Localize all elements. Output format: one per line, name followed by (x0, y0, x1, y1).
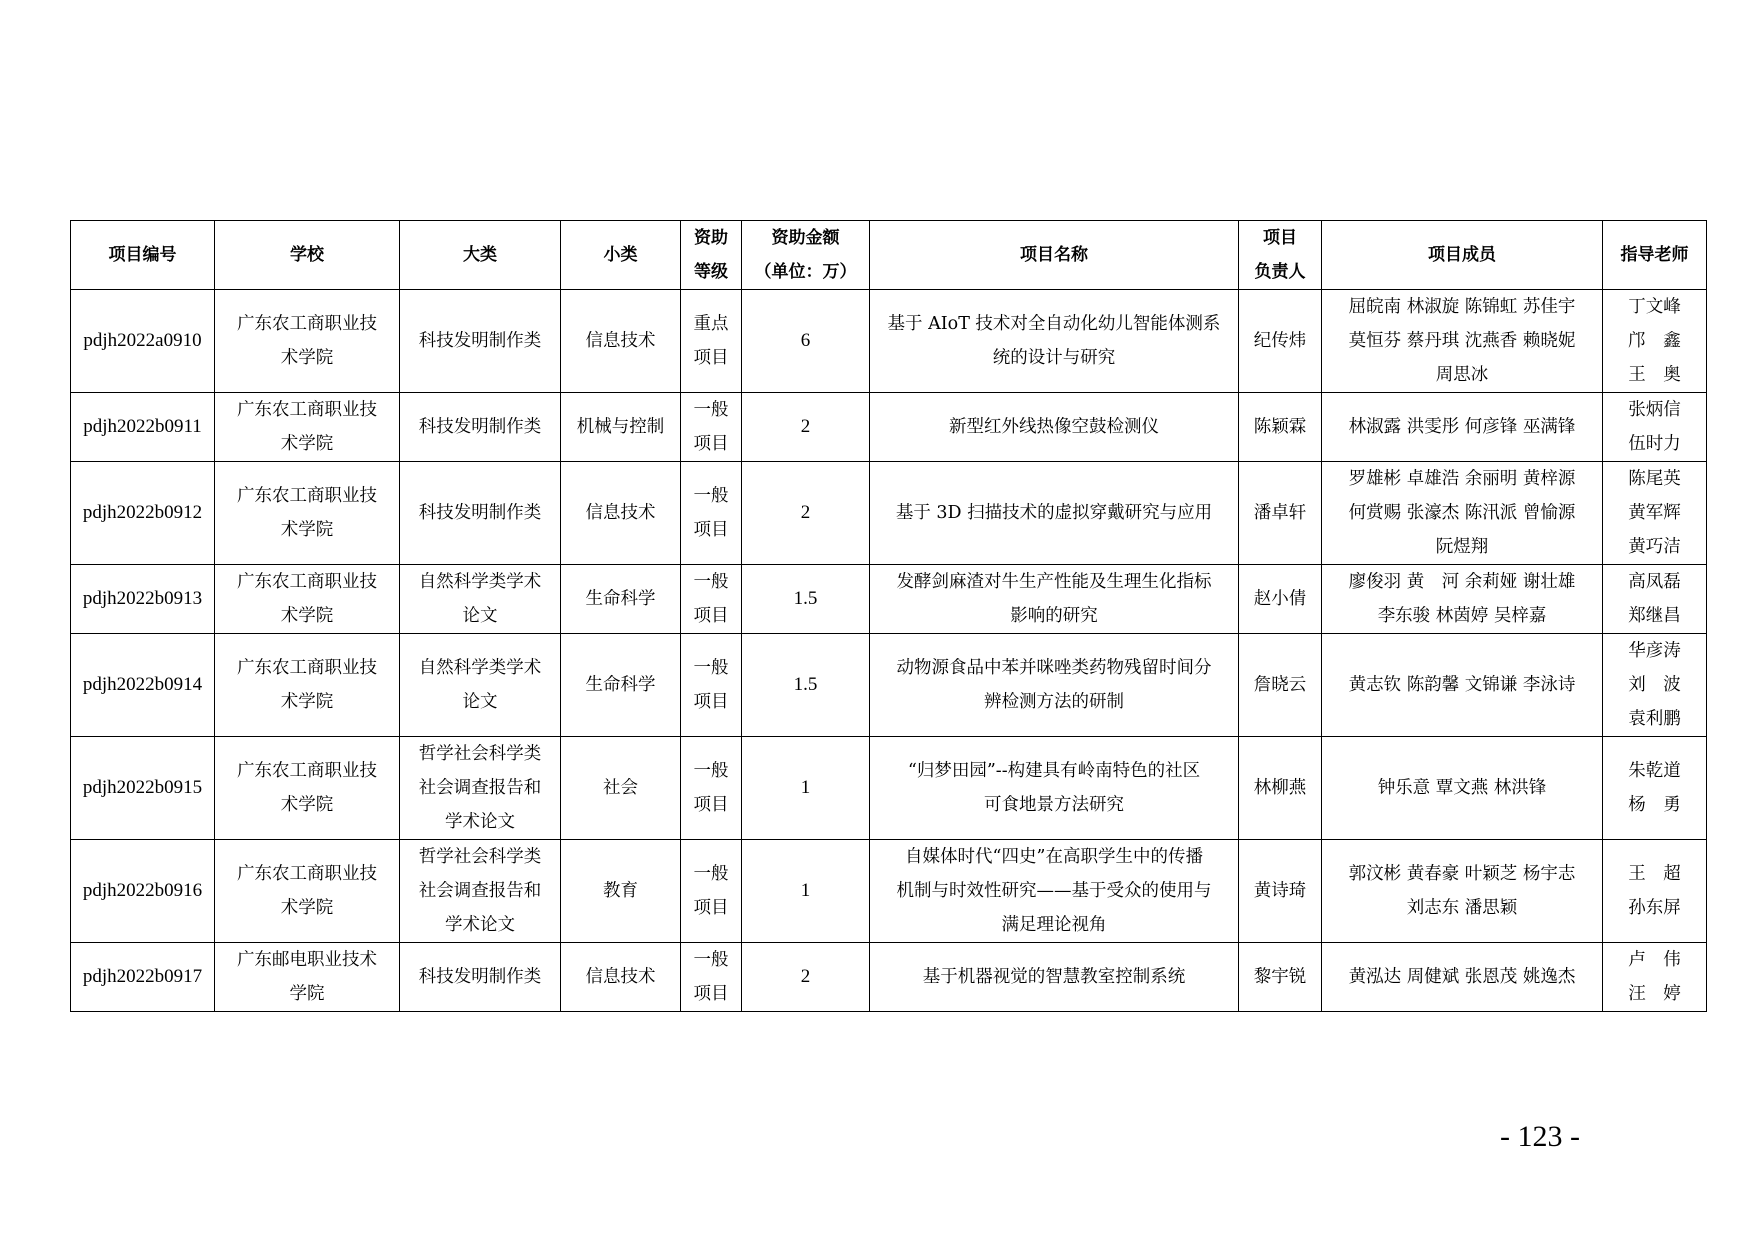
cell-level-line: 一般 (693, 950, 729, 970)
cell-category-line: 自然科学类学术 (418, 572, 542, 592)
cell-members-line: 刘志东 潘思颖 (1406, 898, 1518, 918)
cell-title-line: 可食地景方法研究 (984, 795, 1124, 815)
cell-category-line: 科技发明制作类 (418, 331, 542, 351)
cell-level-line: 一般 (693, 658, 729, 678)
cell-advisors-line: 朱乾道 (1628, 761, 1681, 781)
cell-leader: 黎宇锐 (1239, 943, 1322, 1012)
cell-members-line: 黄志钦 陈韵馨 文锦谦 李泳诗 (1348, 675, 1576, 695)
cell-level-line: 项目 (693, 434, 729, 454)
cell-category-line: 哲学社会科学类 (418, 847, 542, 867)
cell-advisors-line: 黄巧洁 (1628, 537, 1681, 557)
cell-category (400, 840, 561, 943)
cell-amount: 2 (742, 462, 870, 565)
cell-level-line: 一般 (693, 486, 729, 506)
cell-amount: 6 (742, 290, 870, 393)
header-title: 项目名称 (870, 221, 1239, 290)
cell-members-line: 何赏赐 张濠杰 陈汛派 曾愉源 (1348, 503, 1576, 523)
header-level-line: 等级 (694, 262, 728, 282)
header-leader-line: 负责人 (1254, 262, 1306, 282)
cell-advisors-line: 郑继昌 (1628, 606, 1681, 626)
cell-advisors-line: 杨 勇 (1628, 795, 1681, 815)
cell-title (870, 634, 1239, 737)
cell-leader: 纪传炜 (1239, 290, 1322, 393)
cell-members-line: 林淑露 洪雯彤 何彦锋 巫满锋 (1348, 417, 1576, 437)
cell-category (400, 462, 561, 565)
cell-subcategory: 机械与控制 (561, 393, 681, 462)
cell-level (681, 393, 742, 462)
cell-school-line: 术学院 (280, 795, 334, 815)
cell-school (215, 462, 400, 565)
cell-title-line: “归梦田园”--构建具有岭南特色的社区 (907, 761, 1201, 781)
cell-members-line: 廖俊羽 黄 河 余莉娅 谢壮雄 (1348, 572, 1576, 592)
cell-school-line: 广东农工商职业技 (237, 864, 377, 884)
cell-title-line: 基于 AIoT 技术对全自动化幼儿智能体测系 (887, 314, 1221, 334)
cell-level-line: 项目 (693, 795, 729, 815)
cell-title-line: 影响的研究 (1010, 606, 1098, 626)
cell-title-line: 满足理论视角 (1001, 915, 1107, 935)
cell-members (1322, 737, 1603, 840)
cell-title (870, 840, 1239, 943)
cell-code: pdjh2022b0914 (71, 634, 215, 737)
cell-members (1322, 462, 1603, 565)
cell-advisors-line: 孙东屏 (1628, 898, 1681, 918)
cell-category-line: 论文 (462, 606, 498, 626)
cell-title-line: 发酵剑麻渣对牛生产性能及生理生化指标 (896, 572, 1212, 592)
cell-advisors-line: 刘 波 (1628, 675, 1681, 695)
cell-code: pdjh2022b0911 (71, 393, 215, 462)
cell-amount: 2 (742, 943, 870, 1012)
cell-school-line: 术学院 (280, 348, 334, 368)
cell-leader: 黄诗琦 (1239, 840, 1322, 943)
cell-advisors-line: 王 超 (1628, 864, 1681, 884)
cell-amount: 1.5 (742, 565, 870, 634)
cell-advisors (1603, 737, 1707, 840)
table-body (71, 290, 1707, 1012)
cell-level-line: 项目 (693, 520, 729, 540)
cell-title (870, 462, 1239, 565)
cell-school-line: 学院 (289, 984, 325, 1004)
cell-amount: 1.5 (742, 634, 870, 737)
cell-title-line: 自媒体时代“四史”在高职学生中的传播 (905, 847, 1203, 867)
header-category: 大类 (400, 221, 561, 290)
cell-advisors (1603, 943, 1707, 1012)
cell-school-line: 广东农工商职业技 (237, 658, 377, 678)
cell-title (870, 943, 1239, 1012)
cell-subcategory: 生命科学 (561, 634, 681, 737)
cell-code: pdjh2022b0912 (71, 462, 215, 565)
cell-amount: 1 (742, 737, 870, 840)
cell-advisors-line: 袁利鹏 (1628, 709, 1681, 729)
cell-category (400, 737, 561, 840)
table-row (71, 393, 1707, 462)
cell-level-line: 一般 (693, 864, 729, 884)
cell-subcategory: 生命科学 (561, 565, 681, 634)
cell-subcategory: 信息技术 (561, 943, 681, 1012)
header-school: 学校 (215, 221, 400, 290)
cell-members (1322, 290, 1603, 393)
cell-school (215, 737, 400, 840)
cell-advisors-line: 张炳信 (1628, 400, 1681, 420)
cell-code: pdjh2022a0910 (71, 290, 215, 393)
cell-advisors-line: 丁文峰 (1628, 297, 1681, 317)
cell-category-line: 科技发明制作类 (418, 503, 542, 523)
cell-school-line: 广东农工商职业技 (237, 486, 377, 506)
cell-level (681, 943, 742, 1012)
cell-level (681, 737, 742, 840)
cell-school-line: 广东农工商职业技 (237, 572, 377, 592)
cell-leader: 詹晓云 (1239, 634, 1322, 737)
cell-level-line: 一般 (693, 761, 729, 781)
cell-leader: 林柳燕 (1239, 737, 1322, 840)
cell-members-line: 钟乐意 覃文燕 林洪锋 (1377, 778, 1547, 798)
cell-members-line: 阮煜翔 (1435, 537, 1489, 557)
cell-members (1322, 840, 1603, 943)
cell-school-line: 广东农工商职业技 (237, 761, 377, 781)
cell-subcategory: 信息技术 (561, 290, 681, 393)
cell-members (1322, 565, 1603, 634)
cell-category (400, 943, 561, 1012)
cell-subcategory: 社会 (561, 737, 681, 840)
cell-subcategory: 信息技术 (561, 462, 681, 565)
cell-title (870, 393, 1239, 462)
cell-advisors-line: 华彦涛 (1628, 641, 1681, 661)
header-row (71, 221, 1707, 290)
cell-category-line: 自然科学类学术 (418, 658, 542, 678)
cell-advisors-line: 邝 鑫 (1628, 331, 1681, 351)
cell-advisors-line: 高凤磊 (1628, 572, 1681, 592)
cell-advisors (1603, 840, 1707, 943)
cell-school-line: 术学院 (280, 692, 334, 712)
table-row (71, 565, 1707, 634)
cell-advisors-line: 汪 婷 (1628, 984, 1681, 1004)
cell-leader: 潘卓轩 (1239, 462, 1322, 565)
cell-category (400, 290, 561, 393)
cell-code: pdjh2022b0915 (71, 737, 215, 840)
cell-school (215, 290, 400, 393)
cell-advisors (1603, 393, 1707, 462)
cell-title-line: 基于机器视觉的智慧教室控制系统 (922, 967, 1186, 987)
cell-category-line: 社会调查报告和 (418, 881, 542, 901)
cell-level-line: 一般 (693, 400, 729, 420)
cell-amount: 1 (742, 840, 870, 943)
cell-level-line: 重点 (693, 314, 729, 334)
cell-leader: 陈颖霖 (1239, 393, 1322, 462)
cell-title (870, 565, 1239, 634)
table-row (71, 634, 1707, 737)
cell-school (215, 840, 400, 943)
cell-advisors-line: 黄军辉 (1628, 503, 1681, 523)
cell-advisors-line: 陈尾英 (1628, 469, 1681, 489)
cell-category (400, 634, 561, 737)
cell-subcategory: 教育 (561, 840, 681, 943)
cell-title-line: 机制与时效性研究——基于受众的使用与 (896, 881, 1212, 901)
cell-school (215, 943, 400, 1012)
cell-level-line: 一般 (693, 572, 729, 592)
cell-category-line: 科技发明制作类 (418, 967, 542, 987)
cell-code: pdjh2022b0917 (71, 943, 215, 1012)
cell-title (870, 737, 1239, 840)
cell-advisors-line: 伍时力 (1628, 434, 1681, 454)
cell-advisors (1603, 565, 1707, 634)
cell-category-line: 学术论文 (445, 915, 515, 935)
cell-school-line: 术学院 (280, 898, 334, 918)
header-leader-line: 项目 (1263, 228, 1297, 248)
cell-title (870, 290, 1239, 393)
cell-title-line: 新型红外线热像空鼓检测仪 (949, 417, 1159, 437)
header-level-line: 资助 (694, 228, 728, 248)
cell-category-line: 社会调查报告和 (418, 778, 542, 798)
cell-level (681, 462, 742, 565)
cell-category-line: 哲学社会科学类 (418, 744, 542, 764)
table-row (71, 462, 1707, 565)
cell-amount: 2 (742, 393, 870, 462)
cell-title-line: 辨检测方法的研制 (984, 692, 1124, 712)
header-amount-line: （单位：万） (754, 262, 857, 282)
cell-advisors (1603, 290, 1707, 393)
header-advisors: 指导老师 (1603, 221, 1707, 290)
cell-level-line: 项目 (693, 606, 729, 626)
cell-advisors (1603, 462, 1707, 565)
cell-members (1322, 393, 1603, 462)
cell-advisors (1603, 634, 1707, 737)
cell-level (681, 840, 742, 943)
cell-school-line: 广东农工商职业技 (237, 400, 377, 420)
cell-category-line: 学术论文 (445, 812, 515, 832)
cell-level (681, 565, 742, 634)
cell-members-line: 罗雄彬 卓雄浩 余丽明 黄梓源 (1348, 469, 1576, 489)
cell-advisors-line: 卢 伟 (1628, 950, 1681, 970)
cell-members-line: 莫恒芬 蔡丹琪 沈燕香 赖晓妮 (1348, 331, 1576, 351)
cell-level-line: 项目 (693, 984, 729, 1004)
cell-members (1322, 943, 1603, 1012)
table-row (71, 943, 1707, 1012)
table-row (71, 737, 1707, 840)
header-leader (1239, 221, 1322, 290)
cell-level-line: 项目 (693, 692, 729, 712)
project-table (70, 220, 1707, 1012)
cell-school-line: 广东邮电职业技术 (237, 950, 377, 970)
page-number: - 123 - (1500, 1120, 1580, 1153)
cell-category (400, 565, 561, 634)
cell-school-line: 术学院 (280, 520, 334, 540)
cell-level-line: 项目 (693, 348, 729, 368)
cell-leader: 赵小倩 (1239, 565, 1322, 634)
cell-level-line: 项目 (693, 898, 729, 918)
cell-school (215, 565, 400, 634)
cell-members-line: 郭汶彬 黄春豪 叶颖芝 杨宇志 (1348, 864, 1576, 884)
header-level (681, 221, 742, 290)
cell-title-line: 基于 3D 扫描技术的虚拟穿戴研究与应用 (895, 503, 1213, 523)
cell-category-line: 论文 (462, 692, 498, 712)
header-code: 项目编号 (71, 221, 215, 290)
cell-advisors-line: 王 奥 (1628, 365, 1681, 385)
cell-code: pdjh2022b0916 (71, 840, 215, 943)
cell-category (400, 393, 561, 462)
header-subcategory: 小类 (561, 221, 681, 290)
cell-members-line: 屈皖南 林淑旋 陈锦虹 苏佳宇 (1348, 297, 1576, 317)
cell-members-line: 黄泓达 周健斌 张恩茂 姚逸杰 (1348, 967, 1576, 987)
header-amount (742, 221, 870, 290)
header-amount-line: 资助金额 (771, 228, 840, 248)
cell-school (215, 634, 400, 737)
cell-category-line: 科技发明制作类 (418, 417, 542, 437)
table-row (71, 840, 1707, 943)
table-row (71, 290, 1707, 393)
cell-level (681, 290, 742, 393)
cell-members-line: 周思冰 (1435, 365, 1489, 385)
cell-members (1322, 634, 1603, 737)
cell-level (681, 634, 742, 737)
cell-school-line: 术学院 (280, 434, 334, 454)
cell-school-line: 广东农工商职业技 (237, 314, 377, 334)
cell-title-line: 动物源食品中苯并咪唑类药物残留时间分 (896, 658, 1212, 678)
cell-school (215, 393, 400, 462)
header-members: 项目成员 (1322, 221, 1603, 290)
cell-members-line: 李东骏 林茵婷 吴梓嘉 (1377, 606, 1547, 626)
cell-title-line: 统的设计与研究 (992, 348, 1116, 368)
cell-school-line: 术学院 (280, 606, 334, 626)
cell-code: pdjh2022b0913 (71, 565, 215, 634)
